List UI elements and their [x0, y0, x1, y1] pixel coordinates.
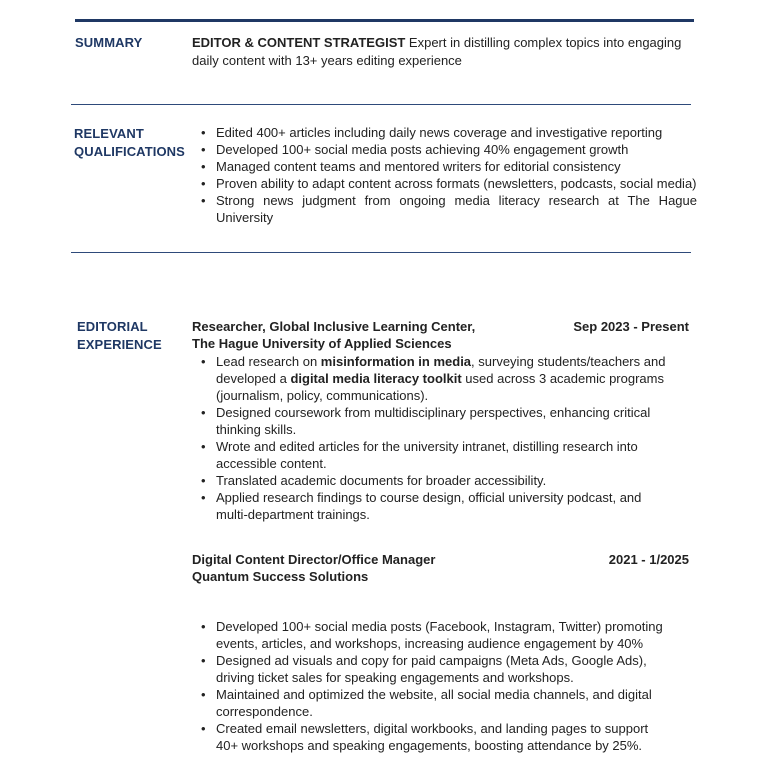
list-item: • Maintained and optimized the website, all social media channels, and digital correspondence.	[192, 686, 667, 720]
job-company: The Hague University of Applied Sciences	[192, 336, 452, 351]
list-item: • Designed ad visuals and copy for paid campaigns (Meta Ads, Google Ads), driving ticket sales for speaking engagements and workshops.	[192, 652, 667, 686]
top-rule	[75, 19, 694, 22]
list-item: • Developed 100+ social media posts achieving 40% engagement growth	[192, 141, 697, 158]
list-item: • Managed content teams and mentored writers for editorial consistency	[192, 158, 697, 175]
list-item: • Translated academic documents for broader accessibility.	[192, 472, 667, 489]
summary-heading: SUMMARY	[75, 35, 143, 50]
list-item: • Proven ability to adapt content across formats (newsletters, podcasts, social media)	[192, 175, 697, 192]
list-item: • Strong news judgment from ongoing media literacy research at The Hague University	[192, 192, 697, 226]
job-company: Quantum Success Solutions	[192, 569, 369, 584]
list-item: • Created email newsletters, digital workbooks, and landing pages to support 40+ workshops and speaking engagements, boosting attendance by 25%.	[192, 720, 667, 754]
summary-body: Expert in distilling complex topics into engaging daily content with 13+ years editing experience	[192, 35, 682, 68]
summary-headline: EDITOR & CONTENT STRATEGIST	[192, 35, 406, 50]
summary-text	[192, 34, 694, 70]
section-divider	[71, 104, 691, 105]
list-item: • Edited 400+ articles including daily news coverage and investigative reporting	[192, 124, 697, 141]
job-entry	[192, 318, 689, 523]
job-entry	[192, 551, 689, 754]
list-item: • Applied research findings to course design, official university podcast, and multi-department trainings.	[192, 489, 667, 523]
qualifications-list	[192, 124, 697, 226]
job-bullets	[192, 618, 667, 754]
list-item: • Lead research on misinformation in media, surveying students/teachers and developed a digital media literacy toolkit used across 3 academic programs (journalism, policy, communications).	[192, 353, 667, 404]
list-item: • Developed 100+ social media posts (Facebook, Instagram, Twitter) promoting events, articles, and workshops, increasing audience engagement by 40%	[192, 618, 667, 652]
list-item: • Designed coursework from multidisciplinary perspectives, enhancing critical thinking skills.	[192, 404, 667, 438]
job-title: Digital Content Director/Office Manager	[192, 552, 436, 567]
job-title: Researcher, Global Inclusive Learning Center,	[192, 319, 476, 334]
job-dates: Sep 2023 - Present	[573, 319, 689, 334]
qualifications-heading: RELEVANT QUALIFICATIONS	[74, 126, 185, 159]
job-dates: 2021 - 1/2025	[608, 552, 689, 567]
section-divider	[71, 252, 691, 253]
list-item: • Wrote and edited articles for the university intranet, distilling research into accessible content.	[192, 438, 667, 472]
experience-heading: EDITORIAL EXPERIENCE	[77, 319, 162, 352]
job-bullets	[192, 353, 667, 523]
